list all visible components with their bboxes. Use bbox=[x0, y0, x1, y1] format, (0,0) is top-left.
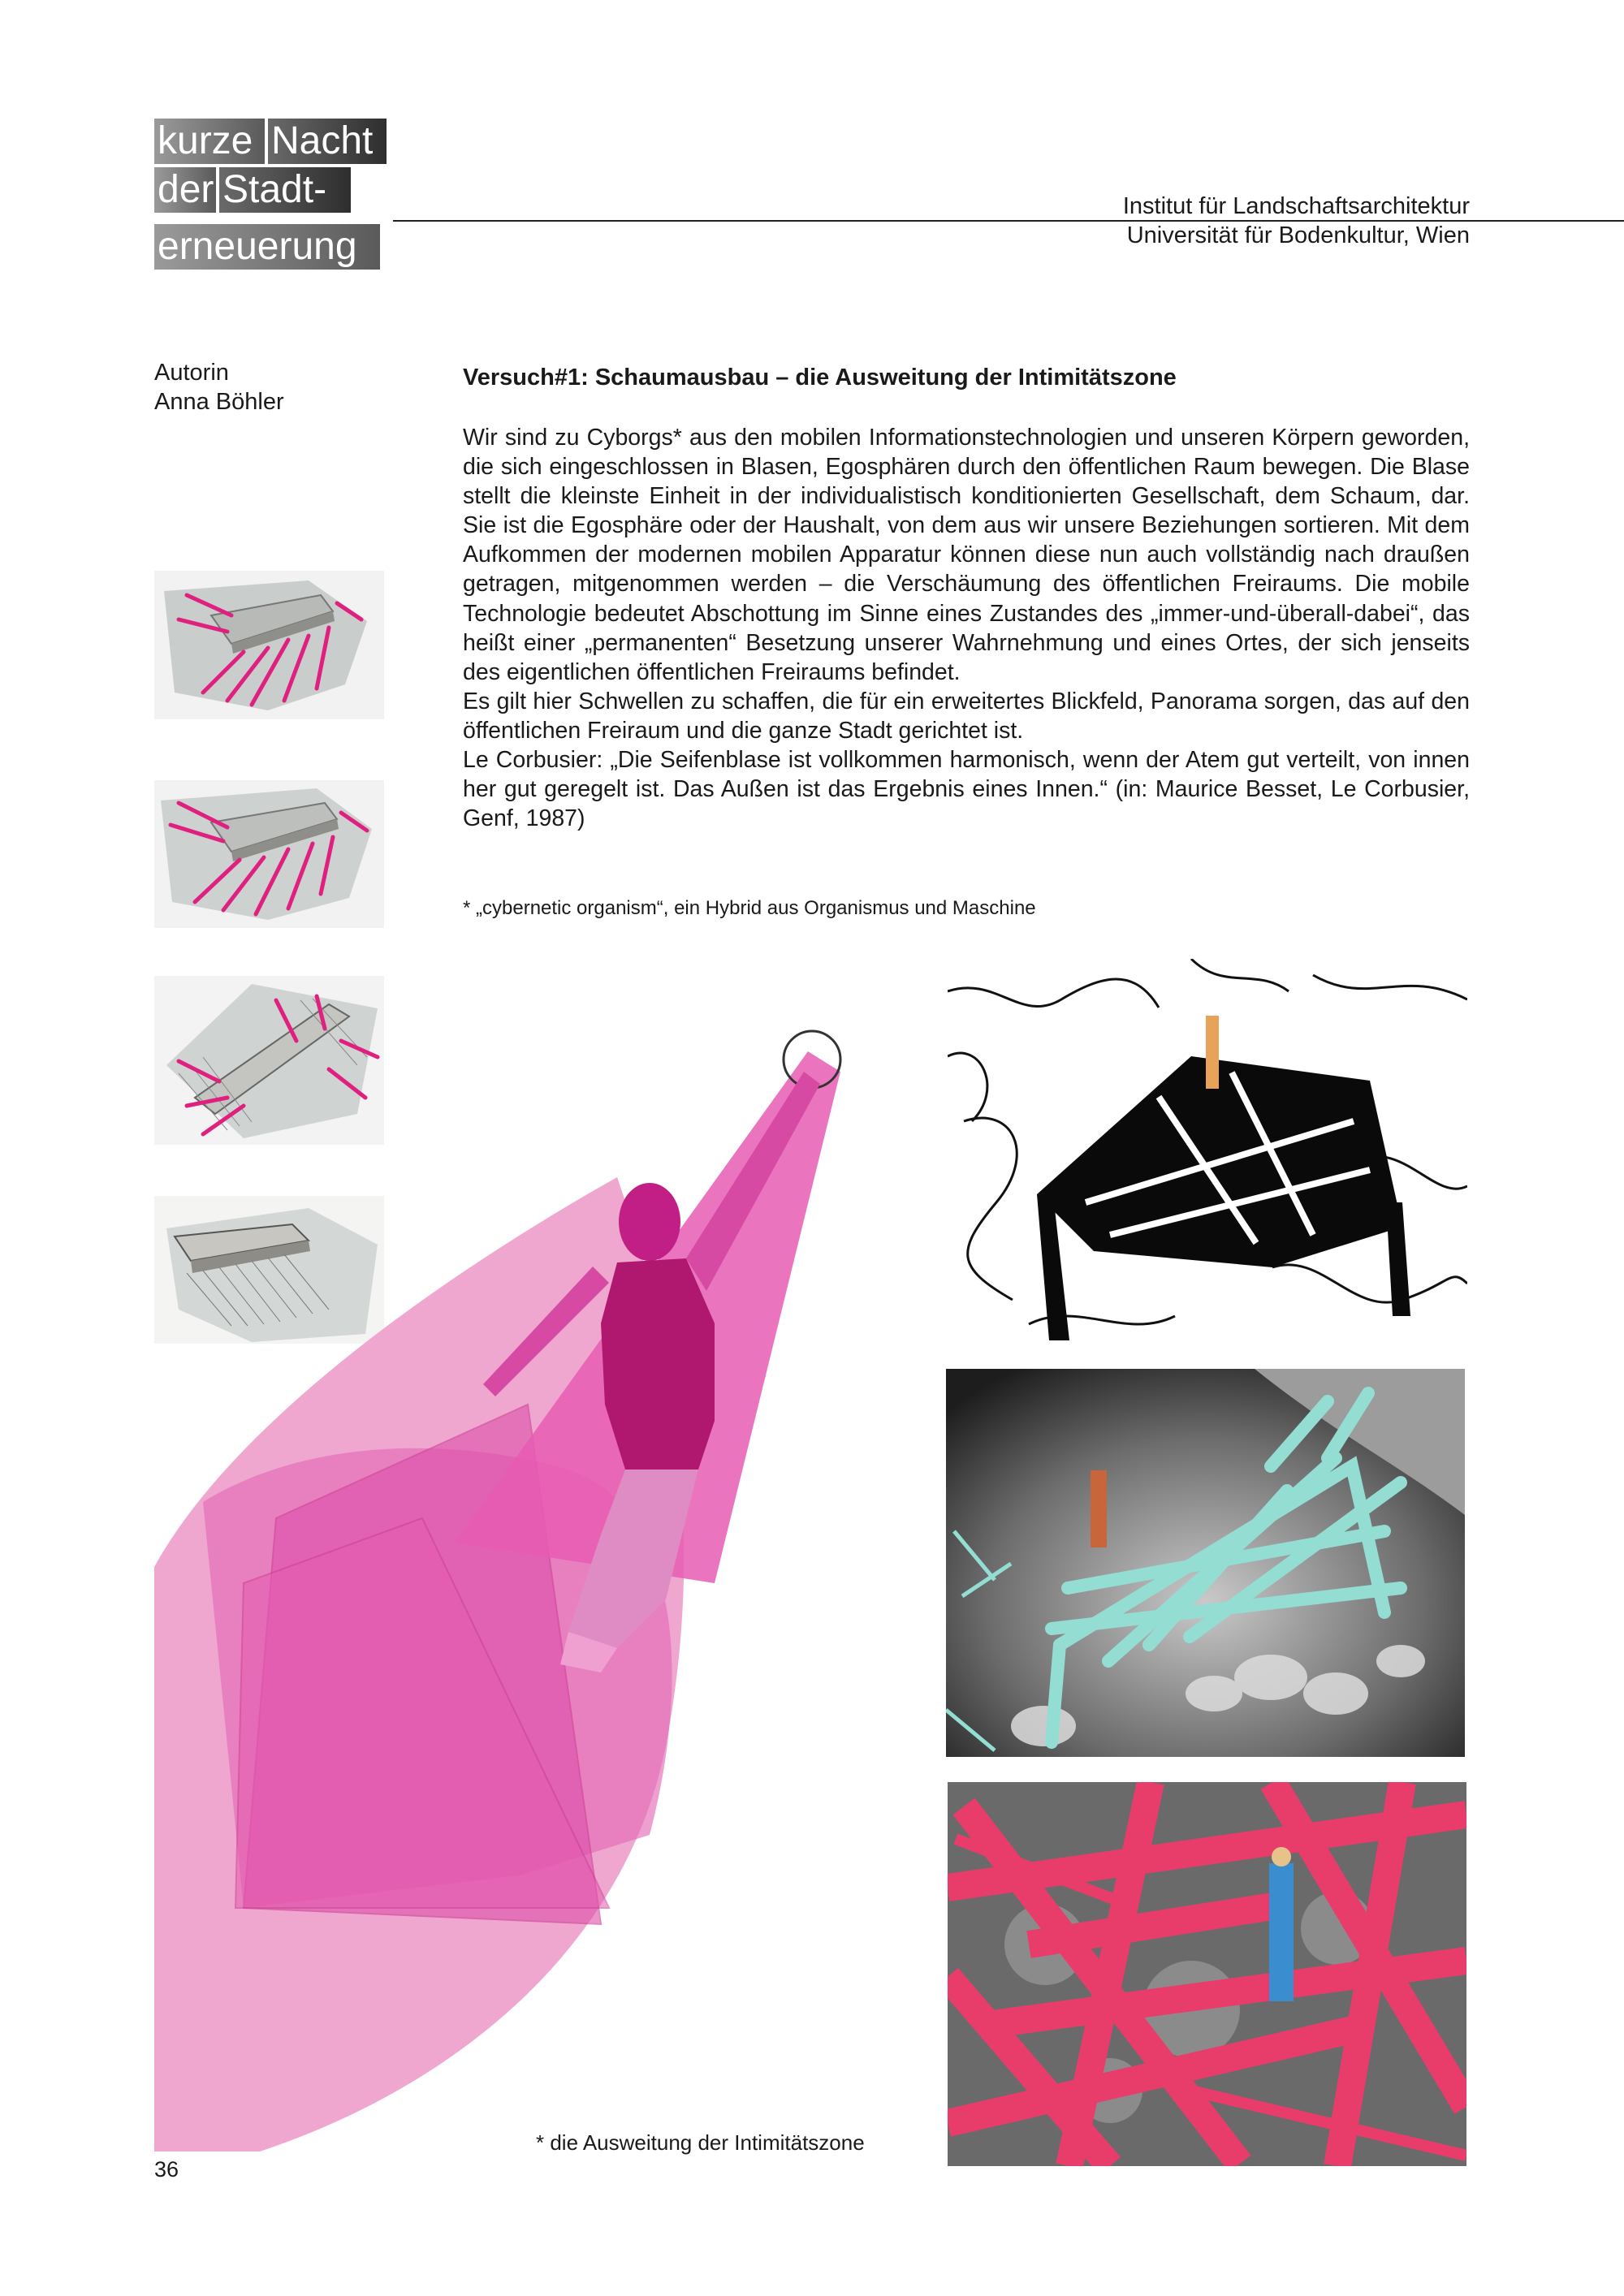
header-rule bbox=[393, 220, 1624, 222]
institute-name: Institut für Landschaftsarchitektur bbox=[1122, 193, 1470, 219]
person-figure-3 bbox=[1269, 1863, 1294, 2001]
page-number: 36 bbox=[154, 2157, 179, 2182]
person-figure-2 bbox=[1091, 1470, 1107, 1547]
article-body bbox=[463, 423, 1470, 833]
logo-word-stadt: Stadt- bbox=[219, 167, 351, 213]
author-name: Anna Böhler bbox=[154, 389, 284, 415]
author-label: Autorin bbox=[154, 360, 229, 386]
collage-black-structure bbox=[948, 959, 1467, 1343]
article-paragraph: Le Corbusier: „Die Seifenblase ist vollkommen harmonisch, wenn der Atem gut verteilt, von innen her gut geregelt ist. Das Außen ist das Ergebnis eines Innen.“ (in: Maurice Besset, Le Corbusier, Genf, 1987) bbox=[463, 747, 1470, 832]
collage-cyan-structure bbox=[946, 1369, 1465, 1757]
logo-word-kurze: kurze bbox=[154, 119, 265, 164]
article-title: Versuch#1: Schaumausbau – die Ausweitung der Intimitätszone bbox=[463, 365, 1177, 391]
logo-word-erneuerung: erneuerung bbox=[154, 224, 380, 270]
article-footnote: * „cybernetic organism“, ein Hybrid aus Organismus und Maschine bbox=[463, 897, 1036, 919]
university-name: Universität für Bodenkultur, Wien bbox=[1126, 222, 1470, 248]
figure-caption: * die Ausweitung der Intimitätszone bbox=[536, 2130, 865, 2155]
logo-word-der: der bbox=[154, 167, 216, 213]
article-paragraph: Wir sind zu Cyborgs* aus den mobilen Informationstechnologien und unseren Körpern geworden, die sich eingeschlossen in Blasen, Egosphären durch den öffentlichen Raum bewegen. Die Blase stellt die kleinste Einheit in der individualistisch konditionierten Gesellschaft, dem Schaum, dar. Sie ist die Egosphäre oder der Haushalt, von dem aus wir unsere Beziehungen sortieren. Mit dem Aufkommen der modernen mobilen Apparatur können diese nun auch vollständig nach draußen getragen, mitgenommen werden – die Verschäumung des öffentlichen Freiraums. Die mobile Technologie bedeutet Abschottung im Sinne eines Zustandes des „immer-und-überall-dabei“, das heißt einer „permanenten“ Besetzung unserer Wahrnehmung und eines Ortes, der sich jenseits des eigentlichen öffentlichen Freiraums befindet. bbox=[463, 425, 1470, 685]
logo-word-nacht: Nacht bbox=[268, 119, 387, 164]
model-photo-2 bbox=[154, 780, 384, 928]
person-figure-1 bbox=[1206, 1016, 1219, 1089]
intimacy-zone-illustration bbox=[0, 1015, 934, 2151]
collage-red-structure bbox=[948, 1782, 1466, 2166]
model-photo-1 bbox=[154, 571, 384, 719]
article-paragraph: Es gilt hier Schwellen zu schaffen, die für ein erweitertes Blickfeld, Panorama sorgen, das auf den öffentlichen Freiraum und die ganze Stadt gerichtet ist. bbox=[463, 688, 1470, 744]
